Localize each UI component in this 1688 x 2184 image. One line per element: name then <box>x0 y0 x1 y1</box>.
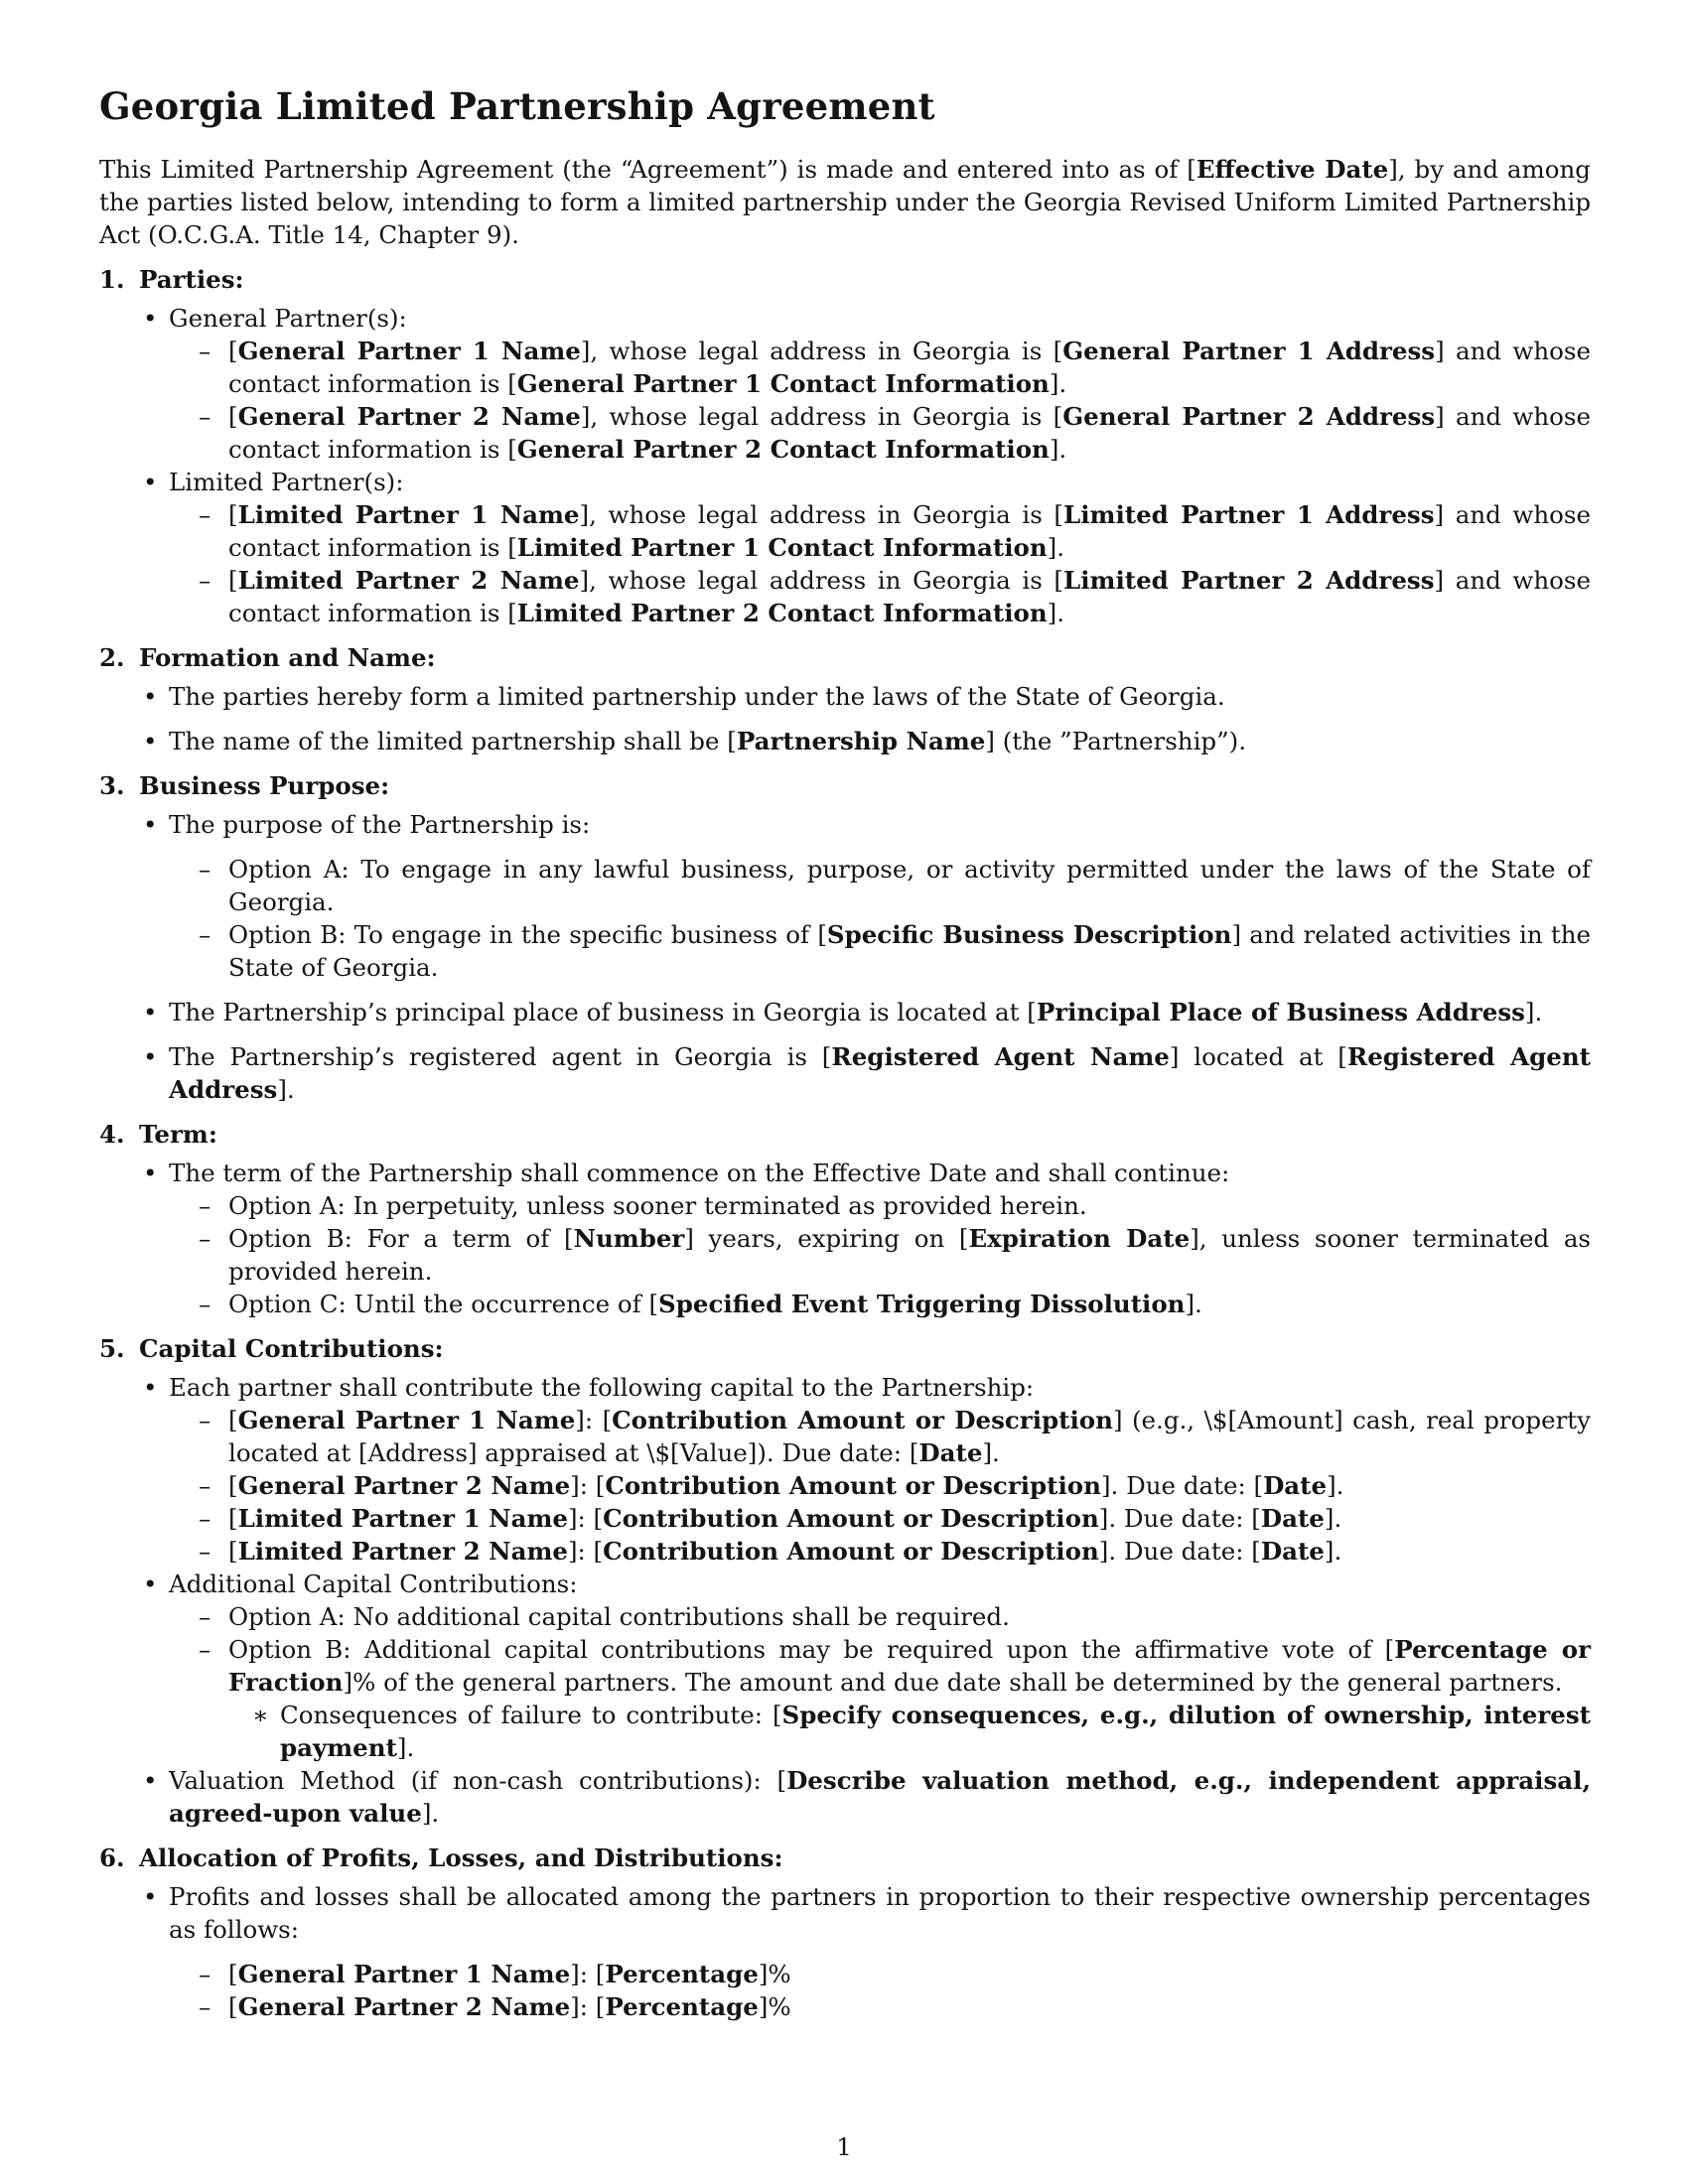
list-item: – [General Partner 1 Name]: [Contribution Amount or Description] (e.g., \$[Amount] cash, real property located at [Address] appraised at \$[Value]). Due date: [Date]. <box>228 1404 1591 1469</box>
intro-paragraph: This Limited Partnership Agreement (the “Agreement”) is made and entered into as of [Effective Date], by and among the parties listed below, intending to form a limited partnership under the Georgia Revised Uniform Limited Partnership Act (O.C.G.A. Title 14, Chapter 9). <box>99 155 1591 249</box>
section-business-purpose <box>99 769 1591 1106</box>
consequences-list <box>228 1699 1591 1764</box>
list-item: • The term of the Partnership shall commence on the Effective Date and shall continue: – Option A: In perpetuity, unless sooner terminated as provided herein. – Option B: For a term of [Number] years, expiring on [Expiration Date], unless sooner terminated as provided herein. – Option C: Until the occurrence of [Specified Event Triggering Dissolution]. <box>169 1157 1591 1320</box>
list-item: • The purpose of the Partnership is: – Option A: To engage in any lawful business, purpose, or activity permitted under the laws of the State of Georgia. – Option B: To engage in the specific business of [Specific Business Description] and related activities in the State of Georgia. <box>169 808 1591 984</box>
term-list <box>99 1157 1591 1320</box>
section-heading: 2. Formation and Name: <box>99 643 436 672</box>
section-parties <box>99 263 1591 629</box>
purpose-list <box>99 808 1591 1106</box>
section-capital-contributions <box>99 1332 1591 1830</box>
document-body <box>99 83 1591 2023</box>
list-item: • Valuation Method (if non-cash contributions): [Describe valuation method, e.g., independent appraisal, agreed-upon value]. <box>169 1764 1591 1830</box>
list-item: • Profits and losses shall be allocated among the partners in proportion to their respective ownership percentages as follows: – [General Partner 1 Name]: [Percentage]% – [General Partner 2 Name]: [Percentage]% <box>169 1880 1591 2023</box>
list-item: – [Limited Partner 1 Name]: [Contribution Amount or Description]. Due date: [Date]. <box>228 1502 1591 1535</box>
list-item: – [Limited Partner 2 Name], whose legal address in Georgia is [Limited Partner 2 Address] and whose contact information is [Limited Partner 2 Contact Information]. <box>228 564 1591 629</box>
list-item: • The Partnership’s principal place of business in Georgia is located at [Principal Place of Business Address]. <box>169 996 1591 1028</box>
list-item: ∗ Consequences of failure to contribute: [Specify consequences, e.g., dilution of ownership, interest payment]. <box>280 1699 1591 1764</box>
list-item: – Option B: For a term of [Number] years, expiring on [Expiration Date], unless sooner terminated as provided herein. <box>228 1222 1591 1288</box>
allocation-percentages <box>169 1958 1591 2023</box>
list-item: • The parties hereby form a limited partnership under the laws of the State of Georgia. <box>169 680 1591 713</box>
section-heading: 6. Allocation of Profits, Losses, and Distributions: <box>99 1843 783 1872</box>
list-item: – [General Partner 2 Name], whose legal address in Georgia is [General Partner 2 Address] and whose contact information is [General Partner 2 Contact Information]. <box>228 400 1591 466</box>
section-heading: 1. Parties: <box>99 265 244 294</box>
list-item: • The Partnership’s registered agent in Georgia is [Registered Agent Name] located at [Registered Agent Address]. <box>169 1040 1591 1106</box>
list-item: – Option A: To engage in any lawful business, purpose, or activity permitted under the laws of the State of Georgia. <box>228 853 1591 918</box>
list-item: – [Limited Partner 1 Name], whose legal address in Georgia is [Limited Partner 1 Address] and whose contact information is [Limited Partner 1 Contact Information]. <box>228 498 1591 564</box>
contributions-list <box>99 1371 1591 1830</box>
list-item: – [Limited Partner 2 Name]: [Contribution Amount or Description]. Due date: [Date]. <box>228 1535 1591 1568</box>
section-term <box>99 1118 1591 1320</box>
partner-contributions <box>169 1404 1591 1568</box>
term-options <box>169 1189 1591 1320</box>
section-heading: 3. Business Purpose: <box>99 771 390 800</box>
list-item: • The name of the limited partnership shall be [Partnership Name] (the ”Partnership”). <box>169 725 1591 757</box>
section-heading: 4. Term: <box>99 1120 217 1149</box>
list-item: • Each partner shall contribute the following capital to the Partnership: – [General Partner 1 Name]: [Contribution Amount or Description] (e.g., \$[Amount] cash, real property located at [Address] appraised at \$[Value]). Due date: [Date]. – [General Partner 2 Name]: [Contribution Amount or Description]. Due date: [Date]. – [Limited Partner 1 Name]: [Contribution Amount or Description]. Due date: [Date]. – [Limited Partner 2 Name]: [Contribution Amount or Description]. Due date: [Date]. <box>169 1371 1591 1568</box>
section-allocation <box>99 1842 1591 2023</box>
list-item: • General Partner(s): – [General Partner 1 Name], whose legal address in Georgia is [General Partner 1 Address] and whose contact information is [General Partner 1 Contact Information]. – [General Partner 2 Name], whose legal address in Georgia is [General Partner 2 Address] and whose contact information is [General Partner 2 Contact Information]. <box>169 302 1591 466</box>
formation-list <box>99 680 1591 757</box>
section-formation <box>99 641 1591 757</box>
list-item: – Option B: Additional capital contributions may be required upon the affirmative vote of [Percentage or Fraction]% of the general partners. The amount and due date shall be determined by the general partners. ∗ Consequences of failure to contribute: [Specify consequences, e.g., dilution of ownership, interest payment]. <box>228 1633 1591 1764</box>
section-heading: 5. Capital Contributions: <box>99 1334 444 1363</box>
list-item: – [General Partner 1 Name]: [Percentage]% <box>228 1958 1591 1990</box>
list-item: – [General Partner 2 Name]: [Percentage]% <box>228 1990 1591 2023</box>
purpose-options <box>169 853 1591 984</box>
list-item: – Option B: To engage in the specific business of [Specific Business Description] and related activities in the State of Georgia. <box>228 918 1591 984</box>
parties-list <box>99 302 1591 629</box>
page-number: 1 <box>836 2132 852 2161</box>
document-title: Georgia Limited Partnership Agreement <box>99 84 935 128</box>
limited-partners-list <box>169 498 1591 629</box>
list-item: – Option A: In perpetuity, unless sooner terminated as provided herein. <box>228 1189 1591 1222</box>
list-item: – [General Partner 1 Name], whose legal address in Georgia is [General Partner 1 Address] and whose contact information is [General Partner 1 Contact Information]. <box>228 335 1591 400</box>
list-item: – Option A: No additional capital contributions shall be required. <box>228 1600 1591 1633</box>
list-item: • Limited Partner(s): – [Limited Partner 1 Name], whose legal address in Georgia is [Limited Partner 1 Address] and whose contact information is [Limited Partner 1 Contact Information]. – [Limited Partner 2 Name], whose legal address in Georgia is [Limited Partner 2 Address] and whose contact information is [Limited Partner 2 Contact Information]. <box>169 466 1591 629</box>
allocation-list <box>99 1880 1591 2023</box>
general-partners-list <box>169 335 1591 466</box>
list-item: – Option C: Until the occurrence of [Specified Event Triggering Dissolution]. <box>228 1288 1591 1320</box>
additional-contribution-options <box>169 1600 1591 1764</box>
list-item: – [General Partner 2 Name]: [Contribution Amount or Description]. Due date: [Date]. <box>228 1469 1591 1502</box>
list-item: • Additional Capital Contributions: – Option A: No additional capital contributions shall be required. – Option B: Additional capital contributions may be required upon the affirmative vote of [Percentage or Fraction]% of the general partners. The amount and due date shall be determined by the general partners. ∗ Consequences of failure to contribute: [Specify consequences, e.g., dilution of ownership, interest payment]. <box>169 1568 1591 1764</box>
